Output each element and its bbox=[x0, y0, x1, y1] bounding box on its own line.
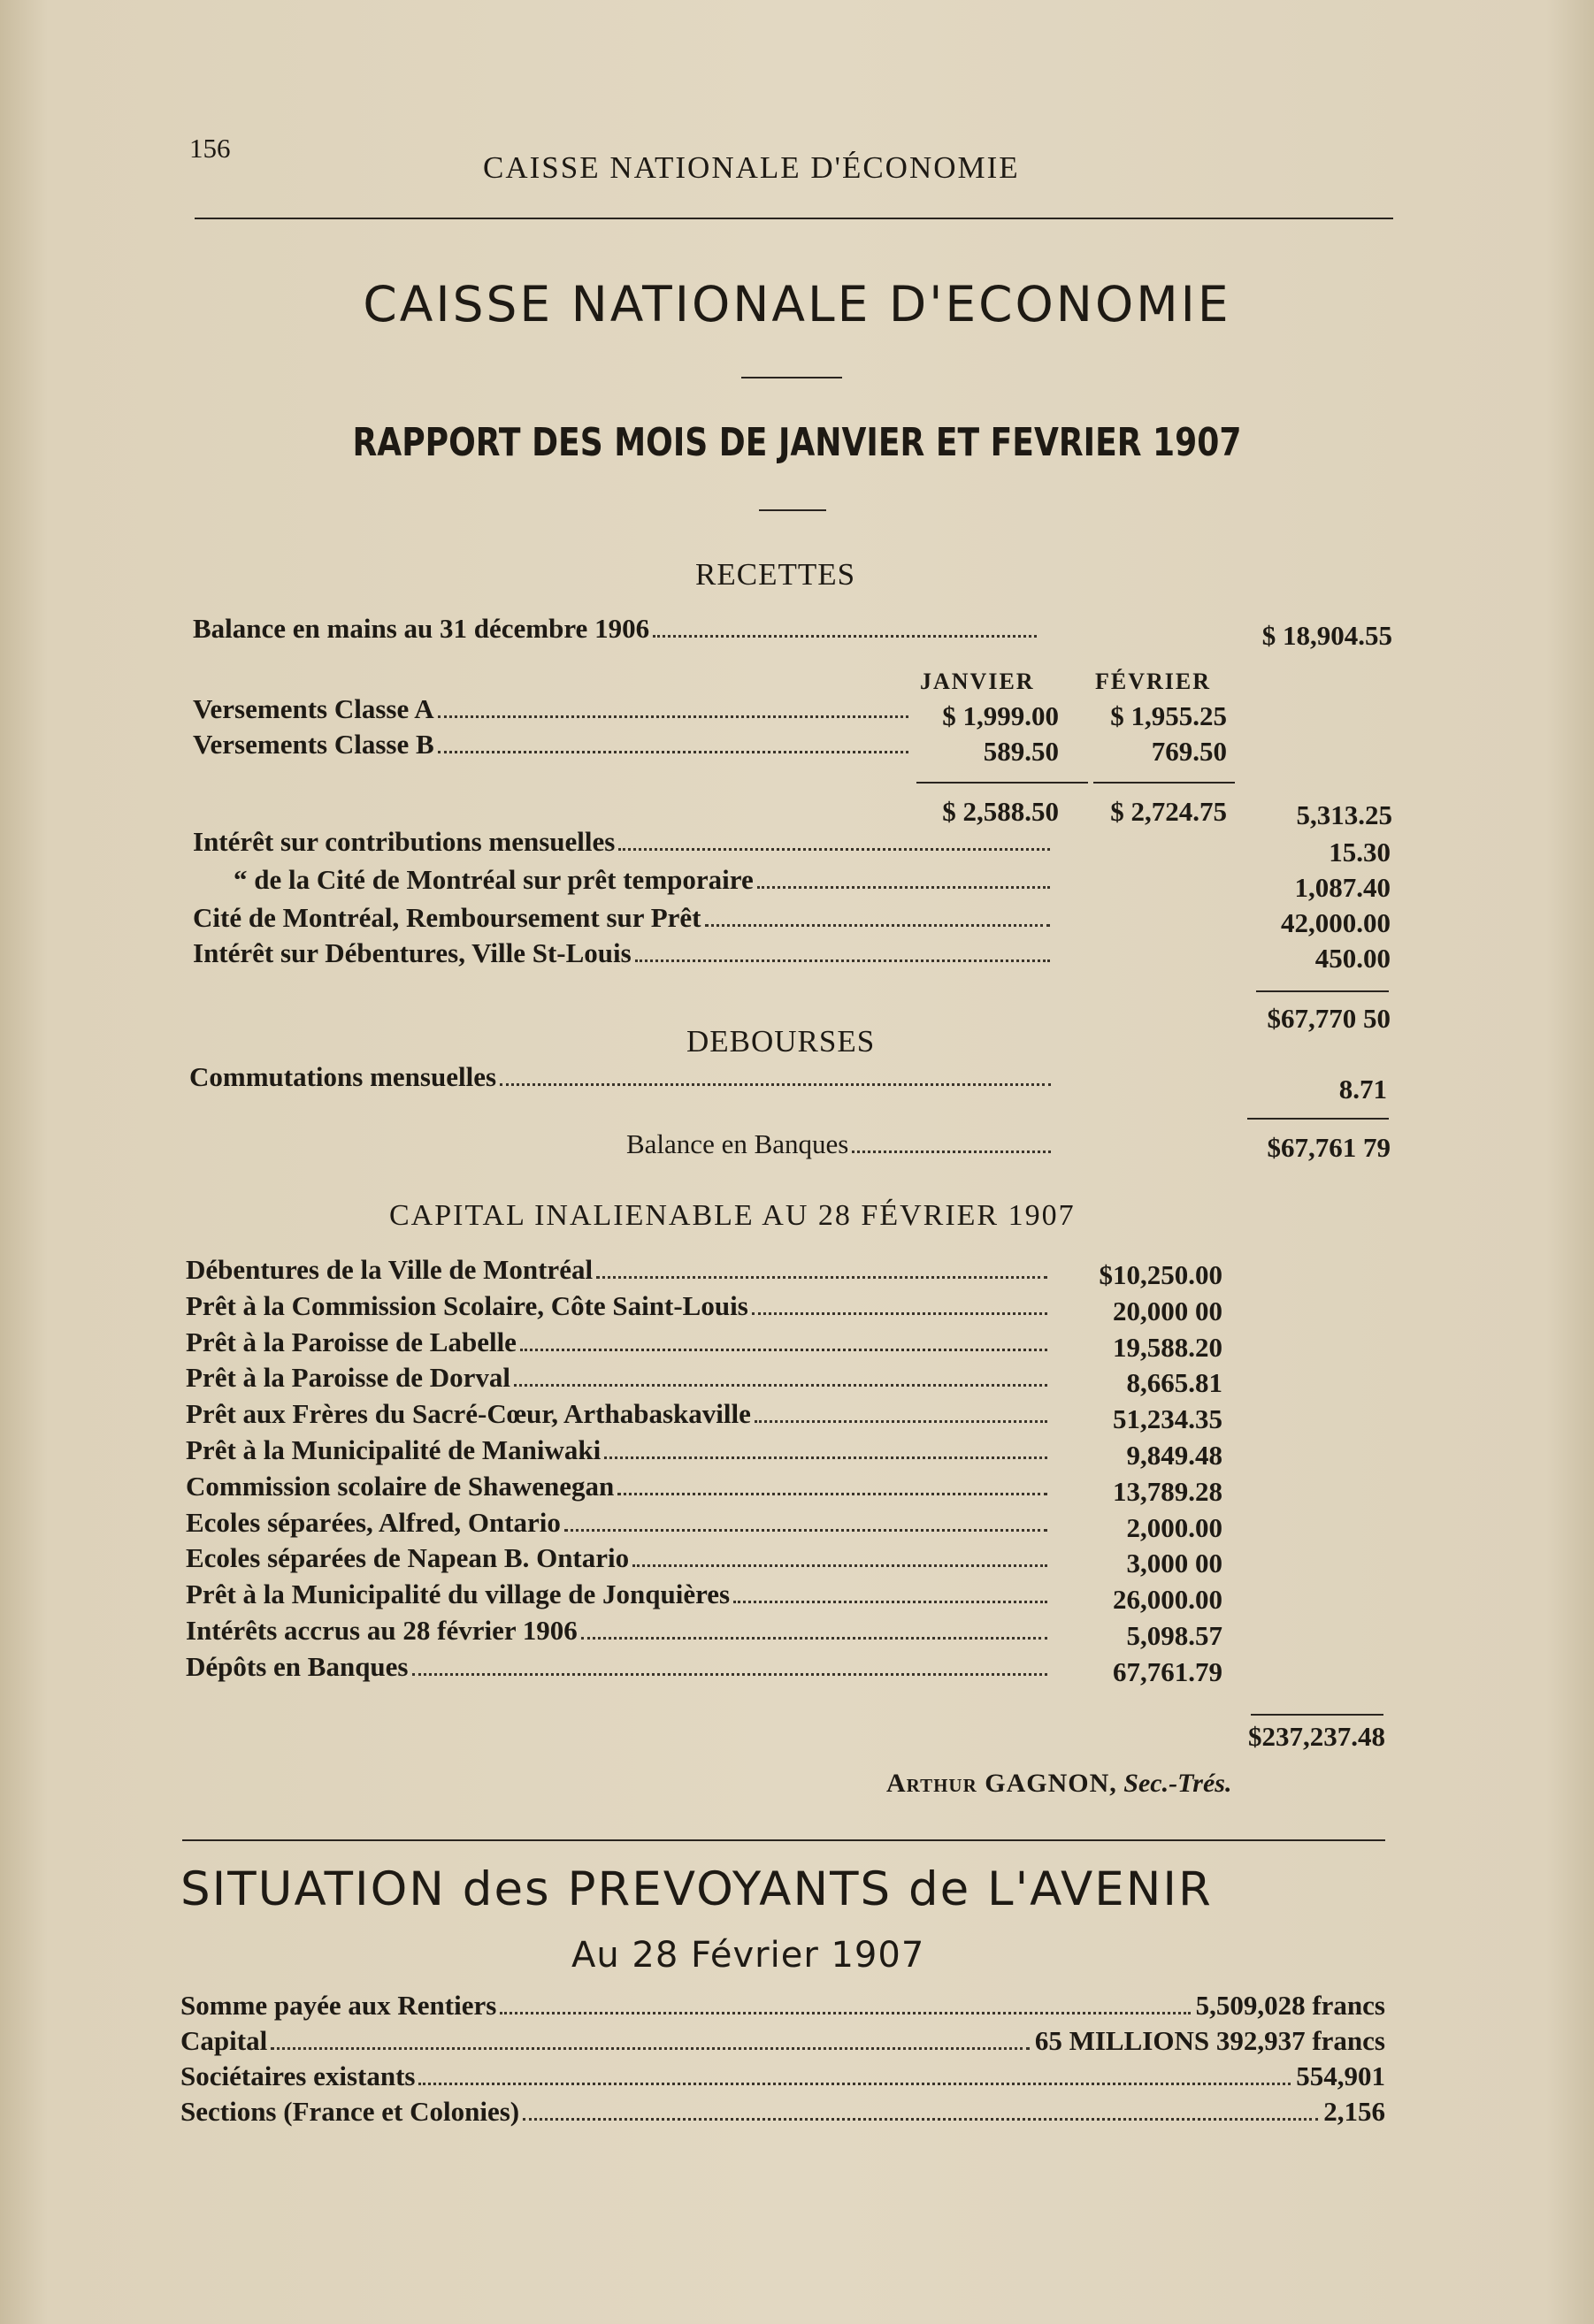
dot-leader bbox=[653, 635, 1037, 638]
versement-a-janvier: $ 1,999.00 bbox=[942, 700, 1059, 731]
remboursement-row bbox=[193, 902, 1055, 934]
capital-row bbox=[186, 1362, 1053, 1394]
versement-b-janvier: 589.50 bbox=[983, 736, 1059, 767]
capital-row bbox=[186, 1398, 1053, 1430]
dot-leader bbox=[596, 1276, 1047, 1279]
capital-row-label: Dépôts en Banques bbox=[186, 1651, 409, 1682]
capital-total: $237,237.48 bbox=[1248, 1721, 1385, 1752]
capital-row-label: Prêt à la Paroisse de Labelle bbox=[186, 1326, 517, 1357]
debourses-total-rule bbox=[1247, 1118, 1389, 1120]
capital-heading: CAPITAL INALIENABLE AU 28 FÉVRIER 1907 bbox=[389, 1199, 1076, 1232]
situation-row-value: 5,509,028 francs bbox=[1195, 1990, 1385, 2021]
capital-row-label: Prêt à la Commission Scolaire, Côte Saint-Louis bbox=[186, 1290, 748, 1321]
capital-row bbox=[186, 1254, 1053, 1286]
situation-row bbox=[180, 2060, 1385, 2092]
capital-row-label: Ecoles séparées de Napean B. Ontario bbox=[186, 1542, 630, 1573]
dot-leader bbox=[635, 959, 1050, 962]
dot-leader bbox=[752, 1312, 1047, 1315]
signature-title: Sec.-Trés. bbox=[1123, 1769, 1232, 1798]
capital-total-rule bbox=[1251, 1714, 1383, 1716]
dot-leader bbox=[617, 1493, 1047, 1495]
situation-row-label: Sociétaires existants bbox=[180, 2060, 416, 2091]
situation-row-value: 2,156 bbox=[1323, 2096, 1385, 2127]
balance-banques-label: Balance en Banques bbox=[626, 1128, 849, 1159]
dot-leader bbox=[705, 924, 1051, 927]
interet-contributions-value: 15.30 bbox=[1329, 837, 1391, 868]
capital-row-value: 13,789.28 bbox=[1113, 1476, 1222, 1507]
subtotal-rule-janvier bbox=[916, 782, 1088, 784]
dot-leader bbox=[418, 2083, 1291, 2085]
page-number: 156 bbox=[189, 133, 231, 164]
capital-row-value: 5,098.57 bbox=[1126, 1620, 1222, 1651]
dot-leader bbox=[523, 2118, 1318, 2121]
situation-row-value: 554,901 bbox=[1296, 2060, 1385, 2091]
title-divider bbox=[741, 377, 842, 378]
versement-b-row bbox=[193, 729, 914, 761]
running-title: CAISSE NATIONALE D'ÉCONOMIE bbox=[483, 150, 1020, 185]
situation-row-value: 65 MILLIONS 392,937 francs bbox=[1034, 2025, 1385, 2056]
situation-row-label: Somme payée aux Rentiers bbox=[180, 1990, 497, 2021]
dot-leader bbox=[520, 1349, 1047, 1351]
situation-row-label: Capital bbox=[180, 2025, 268, 2056]
capital-row-value: 3,000 00 bbox=[1126, 1548, 1222, 1579]
page-title: CAISSE NATIONALE D'ECONOMIE bbox=[363, 276, 1231, 333]
dot-leader bbox=[438, 751, 908, 753]
dot-leader bbox=[852, 1151, 1051, 1153]
capital-row-value: 19,588.20 bbox=[1113, 1332, 1222, 1363]
debourses-heading: DEBOURSES bbox=[686, 1024, 876, 1059]
capital-row-label: Ecoles séparées, Alfred, Ontario bbox=[186, 1507, 561, 1538]
situation-row-label: Sections (France et Colonies) bbox=[180, 2096, 520, 2127]
dot-leader bbox=[618, 848, 1050, 851]
interet-contributions-label: Intérêt sur contributions mensuelles bbox=[193, 826, 616, 857]
dot-leader bbox=[733, 1601, 1047, 1603]
report-subtitle: RAPPORT DES MOIS DE JANVIER ET FEVRIER 1907 bbox=[352, 420, 1242, 465]
signature bbox=[886, 1769, 1231, 1799]
versement-a-row bbox=[193, 693, 914, 725]
capital-row-label: Prêt à la Municipalité du village de Jonquières bbox=[186, 1579, 731, 1609]
column-header-janvier: JANVIER bbox=[920, 669, 1035, 694]
commutations-value: 8.71 bbox=[1338, 1074, 1387, 1105]
pret-temporaire-value: 1,087.40 bbox=[1294, 872, 1391, 903]
capital-row bbox=[186, 1542, 1053, 1574]
commutations-row bbox=[189, 1061, 1056, 1093]
versement-b-label: Versements Classe B bbox=[193, 729, 434, 760]
dot-leader bbox=[514, 1384, 1047, 1387]
capital-row-value: 2,000.00 bbox=[1126, 1512, 1222, 1543]
recettes-grand-total: $67,770 50 bbox=[1267, 1003, 1391, 1034]
dot-leader bbox=[632, 1564, 1047, 1567]
section-divider bbox=[182, 1839, 1385, 1841]
capital-row-label: Commission scolaire de Shawenegan bbox=[186, 1471, 615, 1502]
recettes-heading: RECETTES bbox=[695, 557, 856, 592]
dot-leader bbox=[438, 715, 908, 718]
balance-banques-value: $67,761 79 bbox=[1267, 1132, 1391, 1163]
capital-row-value: 51,234.35 bbox=[1113, 1403, 1222, 1434]
balance-row bbox=[193, 613, 1042, 645]
versement-b-fevrier: 769.50 bbox=[1151, 736, 1227, 767]
capital-row bbox=[186, 1326, 1053, 1358]
capital-row-label: Débentures de la Ville de Montréal bbox=[186, 1254, 594, 1285]
dot-leader bbox=[500, 1083, 1051, 1086]
total-versements: 5,313.25 bbox=[1296, 799, 1392, 830]
dot-leader bbox=[581, 1637, 1047, 1640]
remboursement-value: 42,000.00 bbox=[1281, 907, 1391, 938]
subtitle-divider bbox=[759, 509, 826, 511]
balance-banques-row bbox=[626, 1128, 1056, 1160]
total-janvier: $ 2,588.50 bbox=[942, 796, 1059, 827]
remboursement-label: Cité de Montréal, Remboursement sur Prêt bbox=[193, 902, 701, 933]
capital-row bbox=[186, 1507, 1053, 1539]
dot-leader bbox=[755, 1420, 1047, 1423]
pret-temporaire-label: “ de la Cité de Montréal sur prêt temporaire bbox=[234, 864, 754, 895]
signature-name: Arthur GAGNON, bbox=[886, 1769, 1117, 1798]
total-fevrier: $ 2,724.75 bbox=[1110, 796, 1227, 827]
pret-temporaire-row bbox=[234, 864, 1055, 896]
versement-a-label: Versements Classe A bbox=[193, 693, 434, 724]
capital-row-value: $10,250.00 bbox=[1099, 1259, 1222, 1290]
capital-row-value: 20,000 00 bbox=[1113, 1296, 1222, 1326]
capital-row-value: 26,000.00 bbox=[1113, 1584, 1222, 1615]
capital-row-label: Prêt à la Paroisse de Dorval bbox=[186, 1362, 511, 1393]
situation-title: SITUATION des PREVOYANTS de L'AVENIR bbox=[180, 1862, 1213, 1916]
dot-leader bbox=[271, 2047, 1030, 2050]
capital-row-label: Prêt à la Municipalité de Maniwaki bbox=[186, 1434, 602, 1465]
interet-debentures-label: Intérêt sur Débentures, Ville St-Louis bbox=[193, 937, 632, 968]
dot-leader bbox=[564, 1529, 1047, 1532]
capital-row bbox=[186, 1290, 1053, 1322]
versement-a-fevrier: $ 1,955.25 bbox=[1110, 700, 1227, 731]
situation-date: Au 28 Février 1907 bbox=[571, 1935, 925, 1976]
capital-row bbox=[186, 1471, 1053, 1502]
interet-contributions-row bbox=[193, 826, 1055, 858]
dot-leader bbox=[412, 1673, 1048, 1676]
interet-debentures-row bbox=[193, 937, 1055, 969]
situation-row bbox=[180, 1990, 1385, 2022]
situation-row bbox=[180, 2025, 1385, 2057]
dot-leader bbox=[757, 886, 1050, 889]
balance-label: Balance en mains au 31 décembre 1906 bbox=[193, 613, 650, 644]
capital-row-value: 67,761.79 bbox=[1113, 1656, 1222, 1687]
balance-value: $ 18,904.55 bbox=[1261, 620, 1392, 651]
commutations-label: Commutations mensuelles bbox=[189, 1061, 497, 1092]
capital-row-label: Intérêts accrus au 28 février 1906 bbox=[186, 1615, 578, 1646]
subtotal-rule-fevrier bbox=[1093, 782, 1235, 784]
dot-leader bbox=[604, 1456, 1047, 1459]
interet-debentures-value: 450.00 bbox=[1314, 943, 1391, 974]
capital-row bbox=[186, 1615, 1053, 1647]
dot-leader bbox=[500, 2012, 1190, 2014]
capital-row-value: 9,849.48 bbox=[1126, 1440, 1222, 1471]
capital-row bbox=[186, 1651, 1053, 1683]
capital-row bbox=[186, 1579, 1053, 1610]
header-rule bbox=[195, 218, 1393, 219]
column-header-fevrier: FÉVRIER bbox=[1095, 669, 1212, 694]
recettes-total-rule bbox=[1256, 990, 1389, 992]
capital-row-label: Prêt aux Frères du Sacré-Cœur, Arthabaskaville bbox=[186, 1398, 751, 1429]
capital-row bbox=[186, 1434, 1053, 1466]
capital-row-value: 8,665.81 bbox=[1126, 1367, 1222, 1398]
situation-row bbox=[180, 2096, 1385, 2128]
